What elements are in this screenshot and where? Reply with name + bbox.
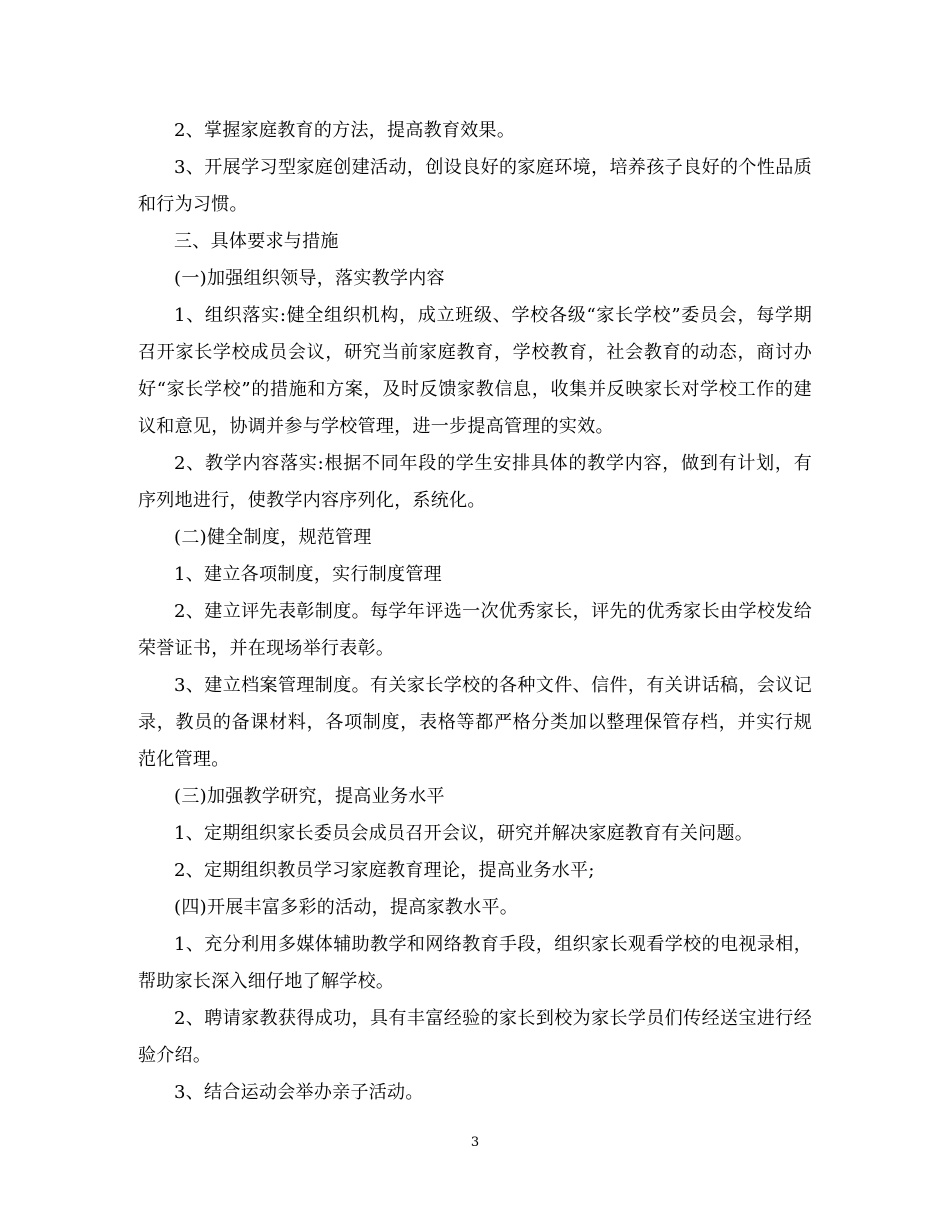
subsection-heading: (一)加强组织领导，落实教学内容 <box>174 268 445 289</box>
paragraph: 1、充分利用多媒体辅助教学和网络教育手段，组织家长观看学校的电视录相，帮助家长深入细仔地了解学校。 <box>138 934 812 992</box>
document-body <box>138 112 812 1111</box>
section-heading: 三、具体要求与措施 <box>174 231 339 252</box>
paragraph: 3、开展学习型家庭创建活动，创设良好的家庭环境，培养孩子良好的个性品质和行为习惯。 <box>138 157 812 215</box>
subsection-heading: (三)加强教学研究，提高业务水平 <box>174 786 445 807</box>
paragraph: 2、定期组织教员学习家庭教育理论，提高业务水平; <box>174 860 595 881</box>
subsection-heading: (二)健全制度，规范管理 <box>174 527 372 548</box>
paragraph: 2、聘请家教获得成功，具有丰富经验的家长到校为家长学员们传经送宝进行经验介绍。 <box>138 1008 812 1066</box>
paragraph: 1、建立各项制度，实行制度管理 <box>174 564 442 585</box>
paragraph: 3、建立档案管理制度。有关家长学校的各种文件、信件，有关讲话稿，会议记录，教员的备课材料，各项制度，表格等都严格分类加以整理保管存档，并实行规范化管理。 <box>138 675 812 770</box>
paragraph: 2、建立评先表彰制度。每学年评选一次优秀家长，评先的优秀家长由学校发给荣誉证书，并在现场举行表彰。 <box>138 601 812 659</box>
paragraph: 2、教学内容落实:根据不同年段的学生安排具体的教学内容，做到有计划，有序列地进行，使教学内容序列化，系统化。 <box>138 453 812 511</box>
paragraph: 1、定期组织家长委员会成员召开会议，研究并解决家庭教育有关问题。 <box>174 823 754 844</box>
paragraph: 1、组织落实:健全组织机构，成立班级、学校各级“家长学校”委员会，每学期召开家长学校成员会议，研究当前家庭教育，学校教育，社会教育的动态，商讨办好“家长学校”的措施和方案，及时反馈家教信息，收集并反映家长对学校工作的建议和意见，协调并参与学校管理，进一步提高管理的实效。 <box>138 305 812 437</box>
subsection-heading: (四)开展丰富多彩的活动，提高家教水平。 <box>174 897 519 918</box>
paragraph: 2、掌握家庭教育的方法，提高教育效果。 <box>174 120 516 141</box>
paragraph: 3、结合运动会举办亲子活动。 <box>174 1082 424 1103</box>
page-number: 3 <box>470 1135 480 1150</box>
